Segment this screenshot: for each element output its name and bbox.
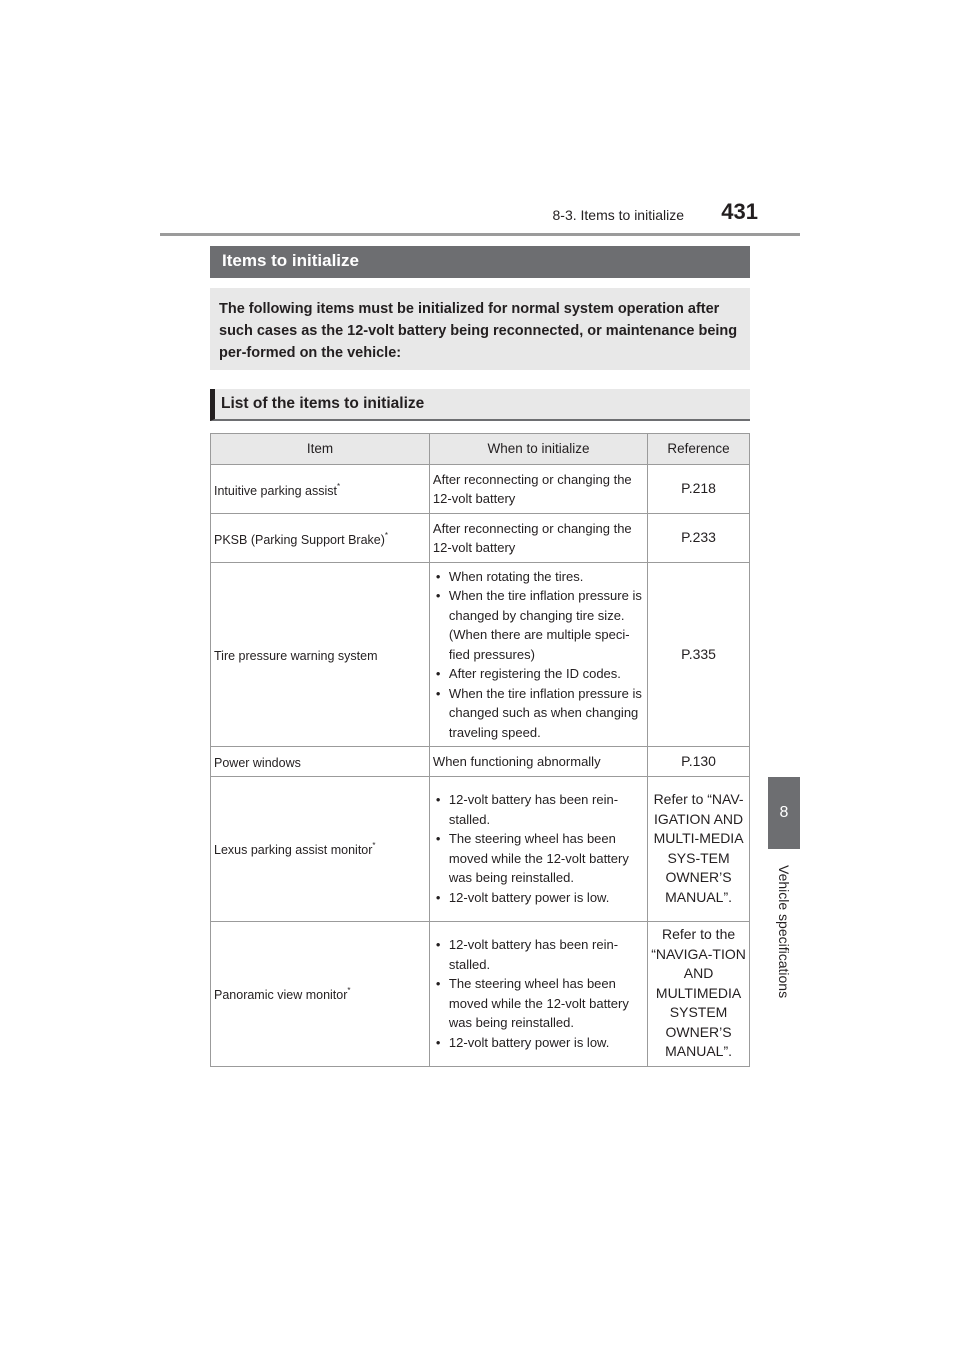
footnote-mark: * bbox=[372, 841, 376, 851]
item-cell bbox=[211, 921, 430, 1066]
item-cell bbox=[211, 776, 430, 921]
table-row bbox=[211, 514, 750, 563]
condition-list bbox=[433, 935, 644, 1052]
table-header-row bbox=[211, 434, 750, 465]
table-row bbox=[211, 563, 750, 747]
condition-item: • 12-volt battery has been rein-stalled. bbox=[433, 935, 644, 974]
item-name: Intuitive parking assist bbox=[214, 483, 337, 498]
condition-text: After reconnecting or changing the 12-volt battery bbox=[432, 520, 632, 555]
condition-item: • 12-volt battery power is low. bbox=[433, 1033, 644, 1053]
item-cell bbox=[211, 747, 430, 777]
reference-cell: P.233 bbox=[648, 514, 750, 563]
header-reference: Reference bbox=[648, 434, 750, 465]
table-body bbox=[211, 465, 750, 1067]
item-name: Panoramic view monitor bbox=[214, 988, 348, 1003]
when-cell bbox=[429, 776, 647, 921]
footnote-mark: * bbox=[384, 530, 389, 540]
when-cell bbox=[429, 465, 647, 514]
condition-item: • When rotating the tires. bbox=[433, 567, 644, 587]
reference-cell: P.130 bbox=[648, 747, 750, 777]
condition-item: • When the tire inflation pressure is changed by changing tire size. (When there are multiple speci-fied pressures) bbox=[433, 586, 644, 664]
list-subheading: List of the items to initialize bbox=[210, 389, 750, 421]
when-cell bbox=[429, 921, 647, 1066]
when-cell bbox=[429, 514, 647, 563]
table-row bbox=[211, 465, 750, 514]
condition-item: • 12-volt battery has been rein-stalled. bbox=[433, 790, 644, 829]
condition-item: • The steering wheel has been moved while the 12-volt battery was being reinstalled. bbox=[433, 974, 644, 1033]
footnote-mark: * bbox=[336, 481, 341, 491]
item-cell bbox=[211, 514, 430, 563]
chapter-label: Vehicle specifications bbox=[776, 865, 792, 999]
chapter-number: 8 bbox=[768, 777, 800, 849]
condition-list bbox=[433, 567, 644, 743]
condition-item: • When the tire inflation pressure is changed such as when changing traveling speed. bbox=[433, 684, 644, 743]
reference-cell: Refer to the “NAVIGA-TION AND MULTIMEDIA SYSTEM OWNER’S MANUAL”. bbox=[648, 921, 750, 1066]
chapter-label-wrap bbox=[768, 865, 800, 1245]
table-row bbox=[211, 747, 750, 777]
table-row bbox=[211, 776, 750, 921]
intro-text: The following items must be initialized for normal system operation after such cases as the 12-volt battery being reconnected, or maintenance being per-formed on the vehicle: bbox=[210, 288, 750, 370]
reference-cell: P.335 bbox=[648, 563, 750, 747]
item-cell bbox=[211, 465, 430, 514]
header-when: When to initialize bbox=[429, 434, 647, 465]
reference-cell: P.218 bbox=[648, 465, 750, 514]
page-title: Items to initialize bbox=[210, 246, 750, 278]
condition-item: • After registering the ID codes. bbox=[433, 664, 644, 684]
item-cell bbox=[211, 563, 430, 747]
header-rule bbox=[160, 233, 800, 236]
footnote-mark: * bbox=[347, 986, 351, 996]
when-cell bbox=[429, 563, 647, 747]
item-name: Power windows bbox=[214, 756, 301, 770]
item-name: Lexus parking assist monitor bbox=[214, 843, 373, 858]
item-name: Tire pressure warning system bbox=[214, 649, 378, 664]
when-cell bbox=[429, 747, 647, 777]
item-name: PKSB (Parking Support Brake) bbox=[214, 532, 385, 547]
condition-text: After reconnecting or changing the 12-volt battery bbox=[432, 471, 632, 506]
table-row bbox=[211, 921, 750, 1066]
reference-cell: Refer to “NAV-IGATION AND MULTI-MEDIA SYS-TEM OWNER’S MANUAL”. bbox=[648, 776, 750, 921]
page-number: 431 bbox=[721, 199, 758, 224]
condition-text: When functioning abnormally bbox=[432, 753, 601, 769]
condition-item: • 12-volt battery power is low. bbox=[433, 888, 644, 908]
header-item: Item bbox=[211, 434, 430, 465]
condition-list bbox=[433, 790, 644, 907]
section-title: 8-3. Items to initialize bbox=[552, 207, 684, 223]
condition-item: • The steering wheel has been moved while the 12-volt battery was being reinstalled. bbox=[433, 829, 644, 888]
items-table bbox=[210, 433, 750, 1067]
page-header bbox=[160, 199, 800, 235]
